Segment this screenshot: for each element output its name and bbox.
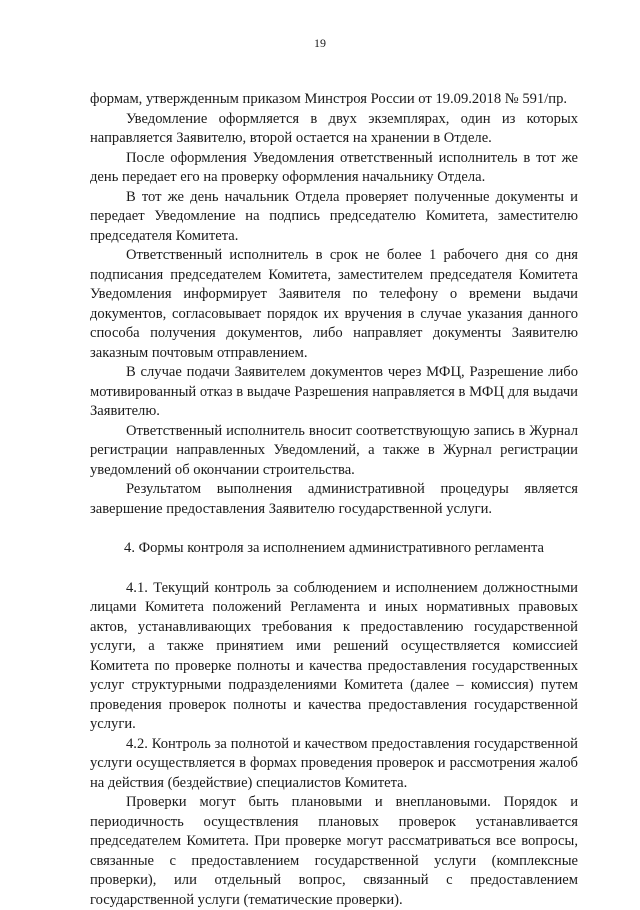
paragraph: После оформления Уведомления ответственный исполнитель в тот же день передает его на проверку оформления начальнику Отдела. [90, 149, 578, 185]
paragraph: 4.2. Контроль за полнотой и качеством предоставления государственной услуги осуществляется в формах проведения проверок и рассмотрения жалоб на действия (бездействие) специалистов Комитета. [90, 735, 578, 791]
paragraph: В тот же день начальник Отдела проверяет полученные документы и передает Уведомление на подпись председателю Комитета, заместителю председателя Комитета. [90, 188, 578, 244]
paragraph: Проверки могут быть плановыми и внеплановыми. Порядок и периодичность осуществления плановых проверок устанавливается председателем Комитета. При проверке могут рассматриваться все вопросы, связанные с предоставлением государственной услуги (комплексные проверки), или отдельный вопрос, связанный с предоставлением государственной услуги (тематические проверки). [90, 794, 578, 908]
paragraph: Результатом выполнения административной процедуры является завершение предоставления Заявителю государственной услуги. [90, 481, 578, 517]
section-heading: 4. Формы контроля за исполнением административного регламента [124, 540, 544, 556]
paragraph: Уведомление оформляется в двух экземплярах, один из которых направляется Заявителю, второй остается на хранении в Отделе. [90, 110, 578, 146]
paragraph: Ответственный исполнитель в срок не более 1 рабочего дня со дня подписания председателем Комитета, заместителем председателя Комитета Уведомления информирует Заявителя по телефону о времени выдачи документов, согласовывает порядок их вручения в случае указания данного способа получения документов, либо направляет документы Заявителю заказным почтовым отправлением. [90, 247, 578, 361]
paragraph: В случае подачи Заявителем документов через МФЦ, Разрешение либо мотивированный отказ в выдаче Разрешения направляется в МФЦ для выдачи Заявителю. [90, 364, 578, 419]
document-body [90, 90, 578, 910]
paragraph: 4.1. Текущий контроль за соблюдением и исполнением должностными лицами Комитета положений Регламента и иных нормативных правовых актов, устанавливающих требования к предоставлению государственной услуги, а также принятием ими решений осуществляется комиссией Комитета по проверке полноты и качества предоставления государственных услуг структурными подразделениями Комитета (далее – комиссия) путем проведения проверок полноты и качества предоставления государственной услуги. [90, 579, 578, 732]
page-number: 19 [314, 36, 326, 50]
paragraph: Ответственный исполнитель вносит соответствующую запись в Журнал регистрации направленных Уведомлений, а также в Журнал регистрации уведомлений об окончании строительства. [90, 422, 578, 478]
paragraph: формам, утвержденным приказом Минстроя России от 19.09.2018 № 591/пр. [90, 91, 568, 107]
